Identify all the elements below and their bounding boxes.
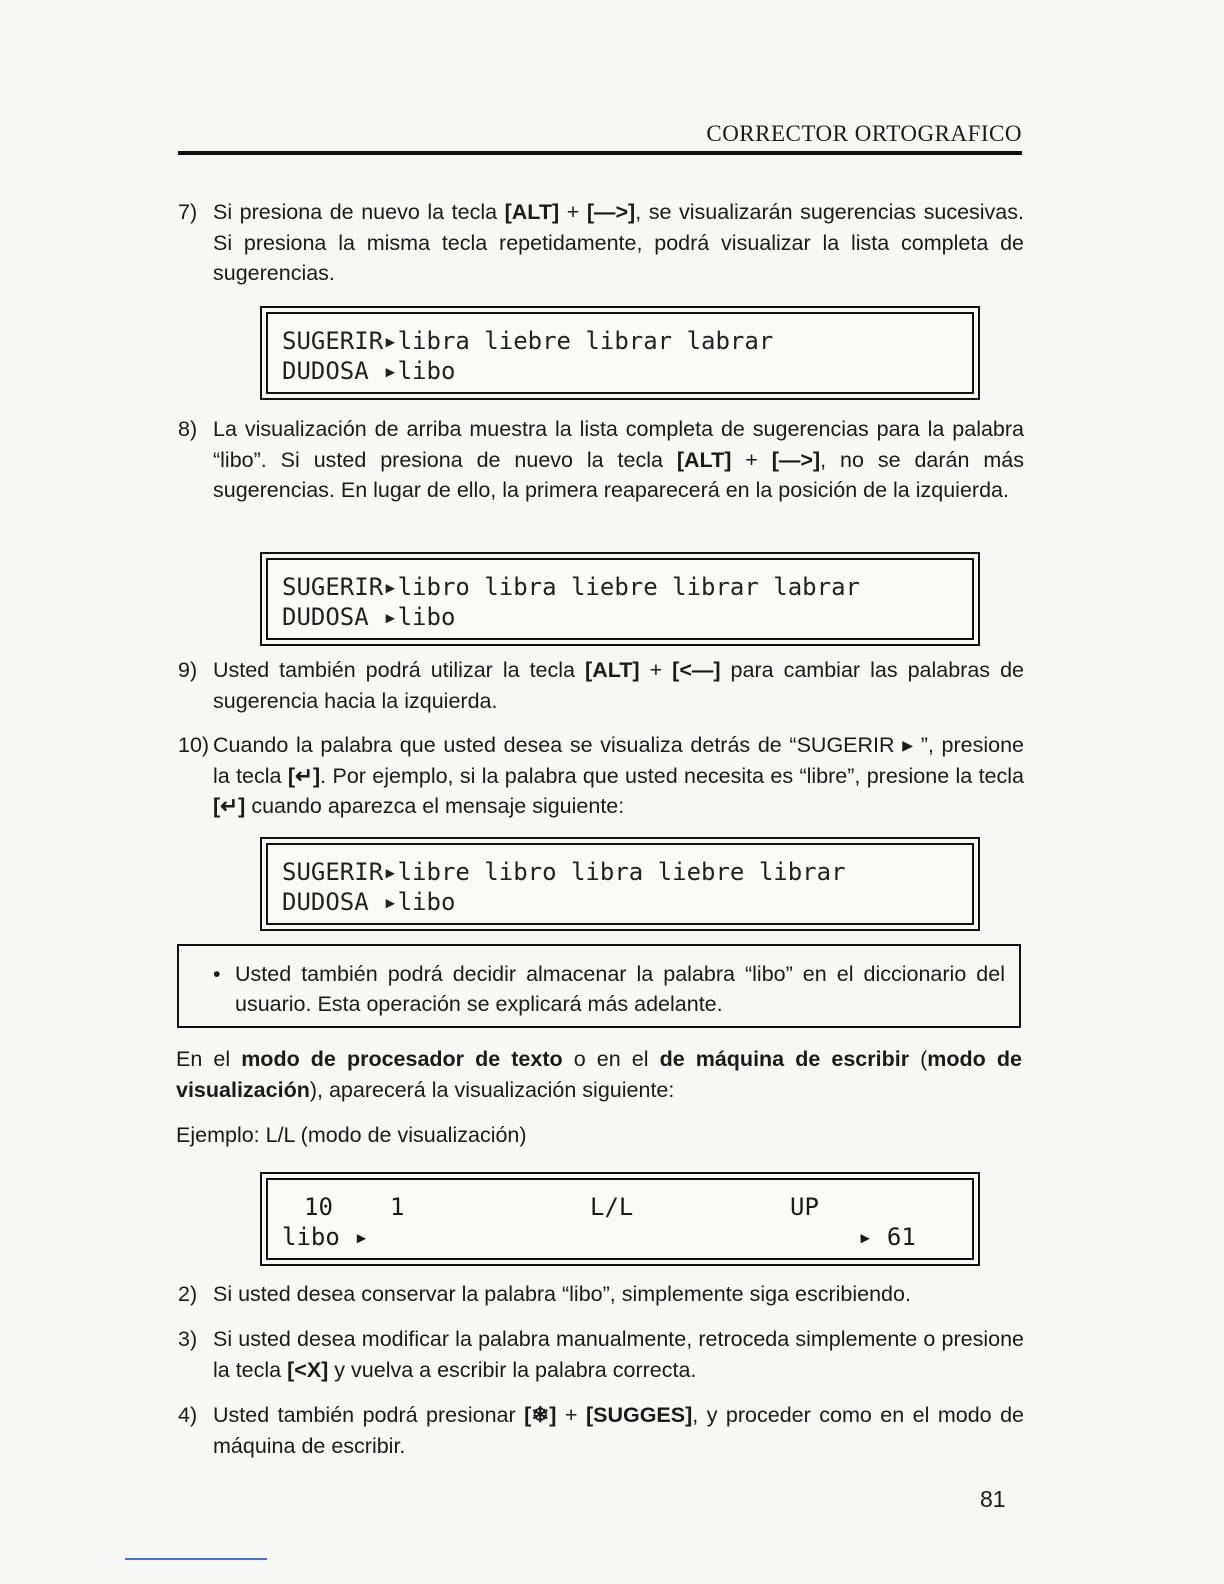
key-right-arrow: [—>] [586,200,636,224]
bold-term: de máquina de escribir [659,1047,910,1071]
footer-line [125,1558,267,1560]
item-text [213,655,1024,716]
text-run: cuando aparezca el mensaje siguiente: [245,794,625,818]
item-text [213,1400,1024,1461]
bullet: • [213,962,221,986]
item-number: 7) [178,200,198,224]
text-run: ( [909,1047,928,1071]
item-number: 10) [178,733,210,757]
page-header-title: CORRECTOR ORTOGRAFICO [706,121,1022,146]
text-run: o en el [562,1047,660,1071]
text-run: + [559,200,587,224]
key-code: [❄] [524,1403,557,1427]
text-run: para cambiar las palabras de sugerencia hacia la izquierda. [213,658,1024,713]
text-run: Cuando la palabra que usted desea se visualiza detrás de “SUGERIR ▸ ”, presione la tecla [213,733,1024,788]
key-sugges: [SUGGES] [585,1403,693,1427]
text-run: + [731,447,772,472]
lcd-display-4 [266,1178,974,1260]
list-item-9 [178,655,1024,716]
list-item-4 [178,1400,1024,1461]
list-item-3 [178,1324,1024,1385]
key-left-arrow: [<—] [672,658,721,682]
lcd-display-1 [266,312,974,394]
item-number: 8) [178,417,198,441]
mode-paragraph [176,1044,1022,1105]
lcd-case: UP [790,1193,819,1221]
key-alt: [ALT] [585,658,640,682]
note-text: Usted también podrá decidir almacenar la palabra “libo” en el diccionario del usuario. Esta operación se explicará más adelante. [235,962,1005,1016]
text-run: + [556,1403,586,1427]
list-item-8 [178,414,1024,506]
lcd-line-2: DUDOSA ▸libo [282,357,456,385]
item-text [213,1324,1024,1385]
item-number: 9) [178,658,198,682]
page-number: 81 [980,1486,1006,1512]
text-run: En el [176,1047,242,1071]
lcd-mode: L/L [590,1193,634,1221]
lcd-column: 1 [390,1193,405,1221]
bold-term: modo de procesador de texto [241,1047,563,1071]
key-alt: [ALT] [676,447,732,472]
lcd-line-2: DUDOSA ▸libo [282,603,456,631]
item-text: Si usted desea conservar la palabra “libo”, simplemente siga escribiendo. [213,1282,911,1306]
bold-term: modo de visualización [176,1047,1022,1102]
lcd-line-1: SUGERIR▸libra liebre librar labrar [282,327,774,355]
lcd-line-1: SUGERIR▸libro libra liebre librar labrar [282,573,860,601]
key-enter: [↵] [213,794,246,818]
item-text [213,414,1024,506]
header-rule [178,151,1022,155]
key-right-arrow: [—>] [771,447,821,472]
item-number: 3) [178,1327,198,1351]
lcd-count: ▸ 61 [858,1223,916,1251]
item-number: 2) [178,1282,198,1306]
note-box [177,944,1021,1028]
lcd-word: libo ▸ [282,1223,369,1251]
text-run: , no se darán más sugerencias. En lugar de ello, la primera reaparecerá en la posición de la izquierda. [213,447,1024,502]
lcd-line-2: DUDOSA ▸libo [282,888,456,916]
lcd-line-number: 10 [304,1193,333,1221]
list-item-10 [178,730,1024,822]
example-label: Ejemplo: L/L (modo de visualización) [176,1123,527,1147]
text-run: Si presiona de nuevo la tecla [213,200,505,224]
key-backspace: [<X] [287,1357,329,1382]
text-run: Usted también podrá utilizar la tecla [213,658,586,682]
text-run: , se visualizarán sugerencias sucesivas. Si presiona la misma tecla repetidamente, podrá visualizar la lista completa de sugerencias. [213,200,1024,285]
key-alt: [ALT] [504,200,560,224]
lcd-line-1: SUGERIR▸libre libro libra liebre librar [282,858,846,886]
text-run: Si usted desea modificar la palabra manualmente, retroceda simplemente o presione la tecla [213,1327,1024,1382]
text-run: , y proceder como en el modo de máquina de escribir. [213,1403,1025,1458]
item-text [213,730,1024,822]
text-run: La visualización de arriba muestra la lista completa de sugerencias para la palabra “libo”. Si usted presiona de nuevo la tecla [213,417,1024,472]
lcd-display-3 [266,843,974,925]
list-item-2 [178,1279,1024,1310]
lcd-display-2 [266,558,974,640]
list-item-7 [178,197,1024,289]
text-run: + [639,658,673,682]
item-text [213,197,1024,289]
text-run: y vuelva a escribir la palabra correcta. [328,1357,697,1382]
text-run: ), aparecerá la visualización siguiente: [309,1077,675,1102]
text-run: . Por ejemplo, si la palabra que usted necesita es “libre”, presione la tecla [320,763,1024,788]
item-number: 4) [178,1403,198,1427]
key-enter: [↵] [287,763,321,788]
text-run: Usted también podrá presionar [213,1403,525,1427]
